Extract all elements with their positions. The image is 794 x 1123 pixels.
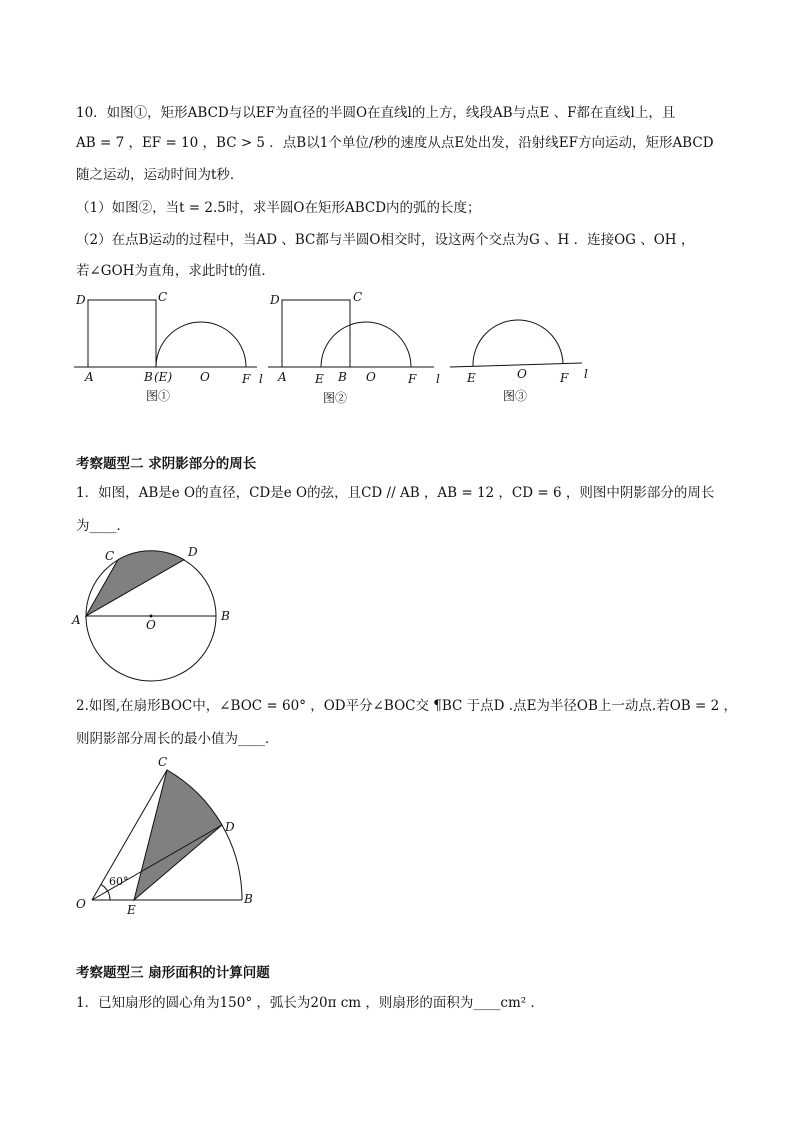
problem10-line-1: 10．如图①，矩形ABCD与以EF为直径的半圆O在直线l的上方，线段AB与点E 、F都在直线l上，且 [76,105,676,121]
label-d: D [270,293,280,307]
section2-q1-line-1: 1．如图，AB是e O的直径，CD是e O的弦，且CD // AB ，AB = 12 ，CD = 6 ，则图中阴影部分的周长 [76,485,715,501]
label-l: l [436,372,440,386]
label-o: O [146,618,156,632]
angle-label: 60° [109,875,129,888]
problem10-line-5: （2）在点B运动的过程中，当AD 、BC都与半圆O相交时，设这两个交点为G 、H ．连接OG 、OH ， [76,232,695,248]
figure-1 [72,285,272,405]
label-d: D [225,820,235,834]
caption: 图① [146,389,171,403]
label-l: l [259,372,263,386]
line-l [450,363,582,367]
section-3-heading: 考察题型三 扇形面积的计算问题 [76,965,270,981]
sector-figure [72,752,272,927]
label-o: O [517,367,527,381]
rectangle-abcd [282,300,350,367]
label-e: E [467,371,476,385]
label-o: O [366,370,376,384]
label-a: A [278,370,287,384]
label-o: O [76,897,86,911]
problem10-line-3: 随之运动，运动时间为t秒． [76,167,244,183]
label-e: E [315,372,324,386]
label-d: D [188,545,198,559]
label-b: B [144,370,153,384]
label-c: C [158,755,168,769]
label-c: C [353,290,363,304]
section-2-heading: 考察题型二 求阴影部分的周长 [76,456,257,472]
semicircle-o [156,322,246,367]
shaded-region [134,770,222,900]
label-d: D [76,293,86,307]
label-l: l [584,367,588,381]
caption: 图③ [503,389,528,403]
label-o: O [200,370,210,384]
label-b: B [221,609,230,623]
figure-2 [266,285,456,405]
label-e: (E) [154,370,173,384]
label-a: A [72,613,81,627]
label-c: C [158,290,168,304]
section2-q2-line-2: 则阴影部分周长的最小值为____． [76,731,279,747]
section2-q2-line-1: 2.如图,在扇形BOC中，∠BOC = 60° ，OD平分∠BOC交 ¶BC 于点D .点E为半径OB上一动点.若OB = 2 ， [76,698,737,714]
semicircle-o [321,322,411,367]
caption: 图② [323,391,348,405]
circle-figure [70,540,240,685]
section3-q1-line-1: 1．已知扇形的圆心角为150° ，弧长为20π cm ，则扇形的面积为____cm² ． [76,995,544,1011]
shaded-region [86,551,184,616]
rectangle-abcd [88,300,156,367]
problem10-line-4: （1）如图②，当t = 2.5时，求半圆O在矩形ABCD内的弧的长度； [76,200,481,216]
problem10-line-2: AB = 7 ，EF = 10 ，BC > 5 ．点B以1个单位/秒的速度从点E处出发，沿射线EF方向运动，矩形ABCD [76,135,714,151]
figure-3 [446,285,606,405]
label-a: A [85,370,94,384]
label-b: B [244,892,253,906]
label-f: F [408,372,417,386]
semicircle-o [473,320,563,366]
label-f: F [242,372,251,386]
label-e: E [127,903,136,917]
problem10-line-6: 若∠GOH为直角，求此时t的值． [76,263,275,279]
label-c: C [105,549,115,563]
label-b: B [338,370,347,384]
section2-q1-line-2: 为____． [76,518,130,534]
label-f: F [560,371,569,385]
